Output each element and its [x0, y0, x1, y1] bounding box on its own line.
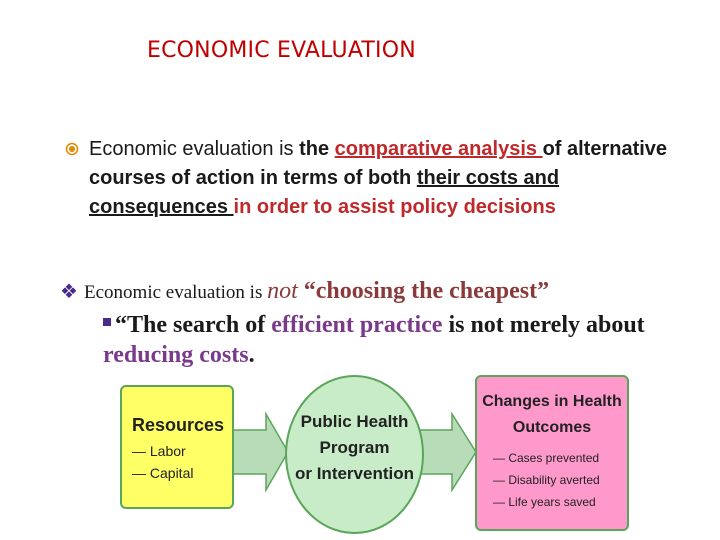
program-text [287, 409, 422, 487]
def-text-5: their costs and consequences [89, 167, 560, 218]
outcome-item-disability: — Disability averted [493, 473, 600, 487]
outcomes-header-1: Changes in Health [482, 393, 622, 410]
program-line-2: Program [319, 438, 390, 457]
resources-box [120, 385, 234, 509]
arrow-right-icon [418, 414, 476, 490]
outcomes-header-2: Outcomes [512, 419, 592, 436]
definition-paragraph [89, 135, 679, 222]
line3-text-5: . [248, 342, 255, 368]
arrow-left-icon [230, 414, 288, 490]
slide-title: ECONOMIC EVALUATION [147, 38, 416, 63]
line3-text-2: efficient practice [271, 312, 443, 338]
efficiency-quote [103, 310, 703, 370]
line2-text-2: not [267, 278, 298, 304]
def-text-3: comparative analysis [334, 138, 543, 160]
def-text-2: the [299, 138, 335, 160]
outcome-item-life-years: — Life years saved [493, 495, 596, 509]
diamond-bullet-icon: ❖ [60, 281, 78, 303]
line3-text-4: reducing costs [103, 342, 249, 368]
resources-header: Resources [132, 415, 225, 435]
outcomes-box [475, 375, 629, 531]
def-text-6: in order to assist policy decisions [233, 196, 556, 218]
line3-text-3: is not merely about [442, 312, 645, 338]
program-line-1: Public Health [300, 412, 409, 431]
line3-text-1: “The search of [115, 312, 272, 338]
resources-item-labor: — Labor [132, 443, 186, 459]
line2-text-3: “choosing the cheapest” [297, 278, 550, 304]
square-bullet-icon [103, 318, 111, 326]
not-cheapest-line [60, 278, 549, 305]
outcome-item-cases: — Cases prevented [493, 451, 600, 465]
def-text-4: of alternative courses of action in terms of both [89, 138, 668, 189]
def-text-1: Economic evaluation is [89, 138, 300, 160]
program-line-3: or Intervention [294, 464, 414, 483]
radio-bullet-icon [65, 142, 79, 156]
outcomes-header [477, 389, 627, 441]
resources-item-capital: — Capital [132, 465, 194, 481]
program-circle [285, 375, 424, 534]
line2-text-1: Economic evaluation is [84, 282, 268, 303]
